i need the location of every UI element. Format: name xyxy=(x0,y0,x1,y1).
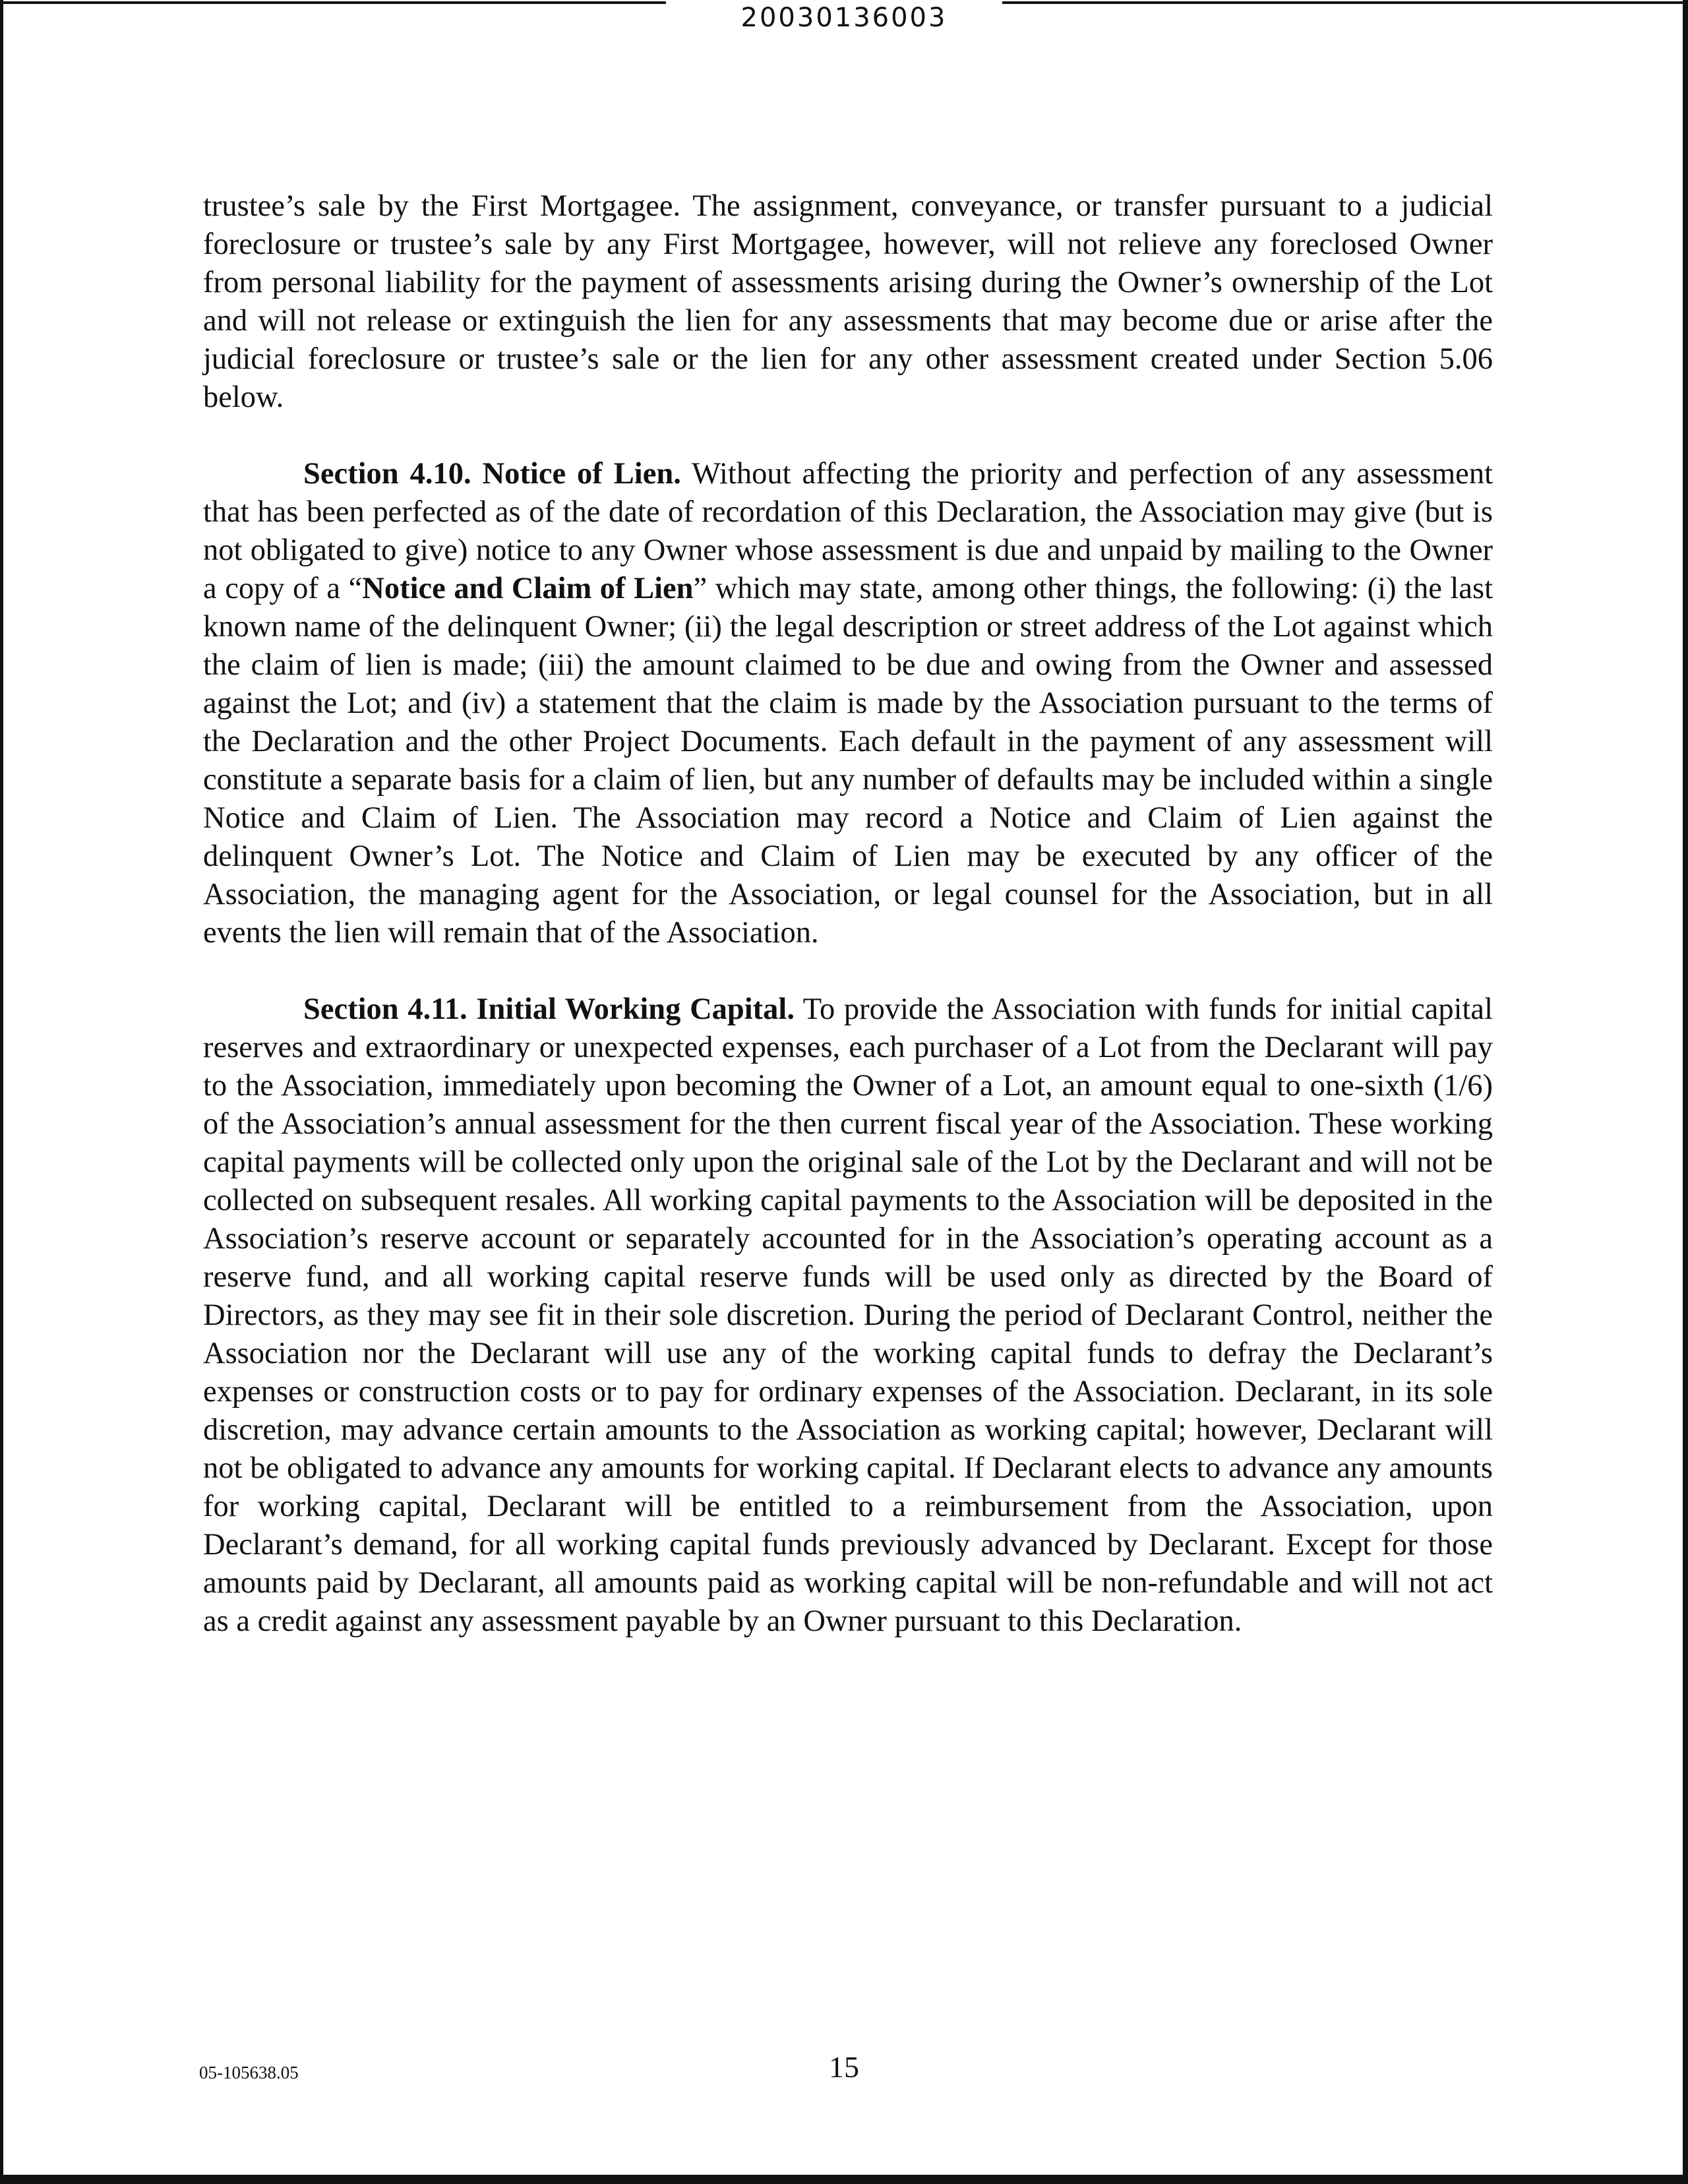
section-4-11 xyxy=(203,990,1493,1641)
section-4-10-text-a: Without affecting the priority and perfection of any assessment that has been perfected as of the date of recordation of this Declaration, the Association may give (but is not obligated to give) notice to any Owner whose assessment is due and unpaid by mailing to the Owner a copy of a “ xyxy=(203,457,1493,605)
scan-border-right xyxy=(1683,0,1688,2184)
notice-claim-term: Notice and Claim of Lien xyxy=(362,572,694,605)
section-4-10 xyxy=(203,455,1493,952)
section-4-10-text-b: ” which may state, among other things, the following: (i) the last known name of the delinquent Owner; (ii) the legal description or street address of the Lot against which the claim of lien is made; (iii) the amount claimed to be due and owing from the Owner and assessed against the Lot; and (iv) a statement that the claim is made by the Association pursuant to the terms of the Declaration and the other Project Documents. Each default in the payment of any assessment will constitute a separate basis for a claim of lien, but any number of defaults may be included within a single Notice and Claim of Lien. The Association may record a Notice and Claim of Lien against the delinquent Owner’s Lot. The Notice and Claim of Lien may be executed by any officer of the Association, the managing agent for the Association, or legal counsel for the Association, but in all events the lien will remain that of the Association. xyxy=(203,572,1493,950)
page-body xyxy=(203,187,1493,1679)
page-number: 15 xyxy=(829,2050,859,2084)
scan-border-left xyxy=(0,0,3,2184)
scan-rule-bottom xyxy=(0,2175,1688,2184)
section-4-11-text: To provide the Association with funds for initial capital reserves and extraordinary or unexpected expenses, each purchaser of a Lot from the Declarant will pay to the Association, immediately upon becoming the Owner of a Lot, an amount equal to one-sixth (1/6) of the Association’s annual assessment for the then current fiscal year of the Association. These working capital payments will be collected only upon the original sale of the Lot by the Declarant and will not be collected on subsequent resales. All working capital payments to the Association will be deposited in the Association’s reserve account or separately accounted for in the Association’s operating account as a reserve fund, and all working capital reserve funds will be used only as directed by the Board of Directors, as they may see fit in their sole discretion. During the period of Declarant Control, neither the Association nor the Declarant will use any of the working capital funds to defray the Declarant’s expenses or construction costs or to pay for ordinary expenses of the Association. Declarant, in its sole discretion, may advance certain amounts to the Association as working capital; however, Declarant will not be obligated to advance any amounts for working capital. If Declarant elects to advance any amounts for working capital, Declarant will be entitled to a reimbursement from the Association, upon Declarant’s demand, for all working capital funds previously advanced by Declarant. Except for those amounts paid by Declarant, all amounts paid as working capital will be non-refundable and will not act as a credit against any assessment payable by an Owner pursuant to this Declaration. xyxy=(203,992,1493,1638)
paragraph-continuation: trustee’s sale by the First Mortgagee. The assignment, conveyance, or transfer pursuant to a judicial foreclosure or trustee’s sale by any First Mortgagee, however, will not relieve any foreclosed Owner from personal liability for the payment of assessments arising during the Owner’s ownership of the Lot and will not release or extinguish the lien for any assessments that may become due or arise after the judicial foreclosure or trustee’s sale or the lien for any other assessment created under Section 5.06 below. xyxy=(203,189,1493,414)
footer-document-id: 05-105638.05 xyxy=(199,2063,299,2082)
section-4-11-heading: Section 4.11. Initial Working Capital. xyxy=(303,992,795,1026)
section-4-10-heading: Section 4.10. Notice of Lien. xyxy=(303,457,681,491)
recording-number: 20030136003 xyxy=(740,3,948,33)
